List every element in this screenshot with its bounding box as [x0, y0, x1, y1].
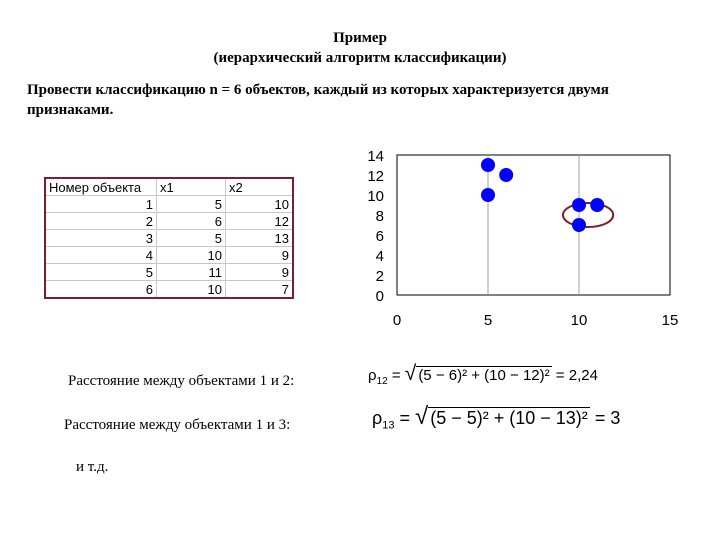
- y-tick-label: 10: [367, 188, 384, 205]
- rho-subscript: 12: [376, 376, 388, 387]
- data-point-6: [572, 218, 586, 232]
- x-tick-label: 0: [392, 312, 402, 329]
- sqrt-icon: √: [415, 403, 429, 430]
- distance-result: = 2,24: [555, 367, 598, 384]
- y-tick-label: 12: [367, 168, 384, 185]
- column-header-x1: x1: [157, 178, 226, 196]
- table-cell: 10: [157, 281, 226, 299]
- table-cell: 3: [45, 230, 157, 247]
- table-cell: 11: [157, 264, 226, 281]
- table-cell: 9: [226, 264, 294, 281]
- table-cell: 12: [226, 213, 294, 230]
- table-cell: 9: [226, 247, 294, 264]
- etc-text: и т.д.: [76, 459, 109, 475]
- y-tick-label: 8: [375, 208, 384, 225]
- data-point-3: [481, 158, 495, 172]
- table-cell: 10: [226, 196, 294, 213]
- example-subtitle: (иерархический алгоритм классификации): [213, 50, 507, 66]
- x-tick-label: 15: [661, 312, 679, 329]
- table-cell: 5: [157, 230, 226, 247]
- table-cell: 5: [45, 264, 157, 281]
- rho-subscript: 13: [382, 419, 395, 432]
- radicand: (5 − 6)² + (10 − 12)²: [418, 367, 550, 384]
- task-statement: Провести классификацию n = 6 объектов, каждый из которых характеризуется двумя признаками.: [27, 82, 609, 118]
- data-point-1: [481, 188, 495, 202]
- y-tick-label: 2: [375, 268, 384, 285]
- plot-frame: [397, 155, 670, 295]
- column-header-object-number: Номер объекта: [45, 178, 157, 196]
- x-tick-label: 10: [570, 312, 588, 329]
- x-tick-label: 5: [483, 312, 493, 329]
- rho-symbol: ρ: [372, 408, 383, 428]
- sqrt-icon: √: [404, 362, 417, 385]
- example-title: Пример: [333, 30, 387, 46]
- column-header-x2: x2: [226, 178, 294, 196]
- equals-sign: =: [399, 408, 411, 428]
- table-cell: 2: [45, 213, 157, 230]
- table-cell: 13: [226, 230, 294, 247]
- table-cell: 7: [226, 281, 294, 299]
- rho-symbol: ρ: [368, 367, 377, 384]
- distance-formula-1-3: [372, 403, 620, 432]
- data-point-5: [590, 198, 604, 212]
- distance-formula-1-2: [368, 362, 598, 387]
- data-point-2: [499, 168, 513, 182]
- y-tick-label: 6: [375, 228, 384, 245]
- table-cell: 4: [45, 247, 157, 264]
- radicand: (5 − 5)² + (10 − 13)²: [430, 408, 588, 428]
- distance-label-1-3: Расстояние между объектами 1 и 3:: [64, 417, 291, 433]
- table-cell: 6: [45, 281, 157, 299]
- distance-label-1-2: Расстояние между объектами 1 и 2:: [68, 373, 295, 389]
- data-point-4: [572, 198, 586, 212]
- distance-result: = 3: [594, 408, 621, 428]
- equals-sign: =: [391, 367, 401, 384]
- y-tick-label: 14: [367, 148, 384, 165]
- table-cell: 10: [157, 247, 226, 264]
- table-cell: 1: [45, 196, 157, 213]
- y-tick-label: 4: [375, 248, 384, 265]
- table-cell: 5: [157, 196, 226, 213]
- table-cell: 6: [157, 213, 226, 230]
- y-tick-label: 0: [375, 288, 384, 305]
